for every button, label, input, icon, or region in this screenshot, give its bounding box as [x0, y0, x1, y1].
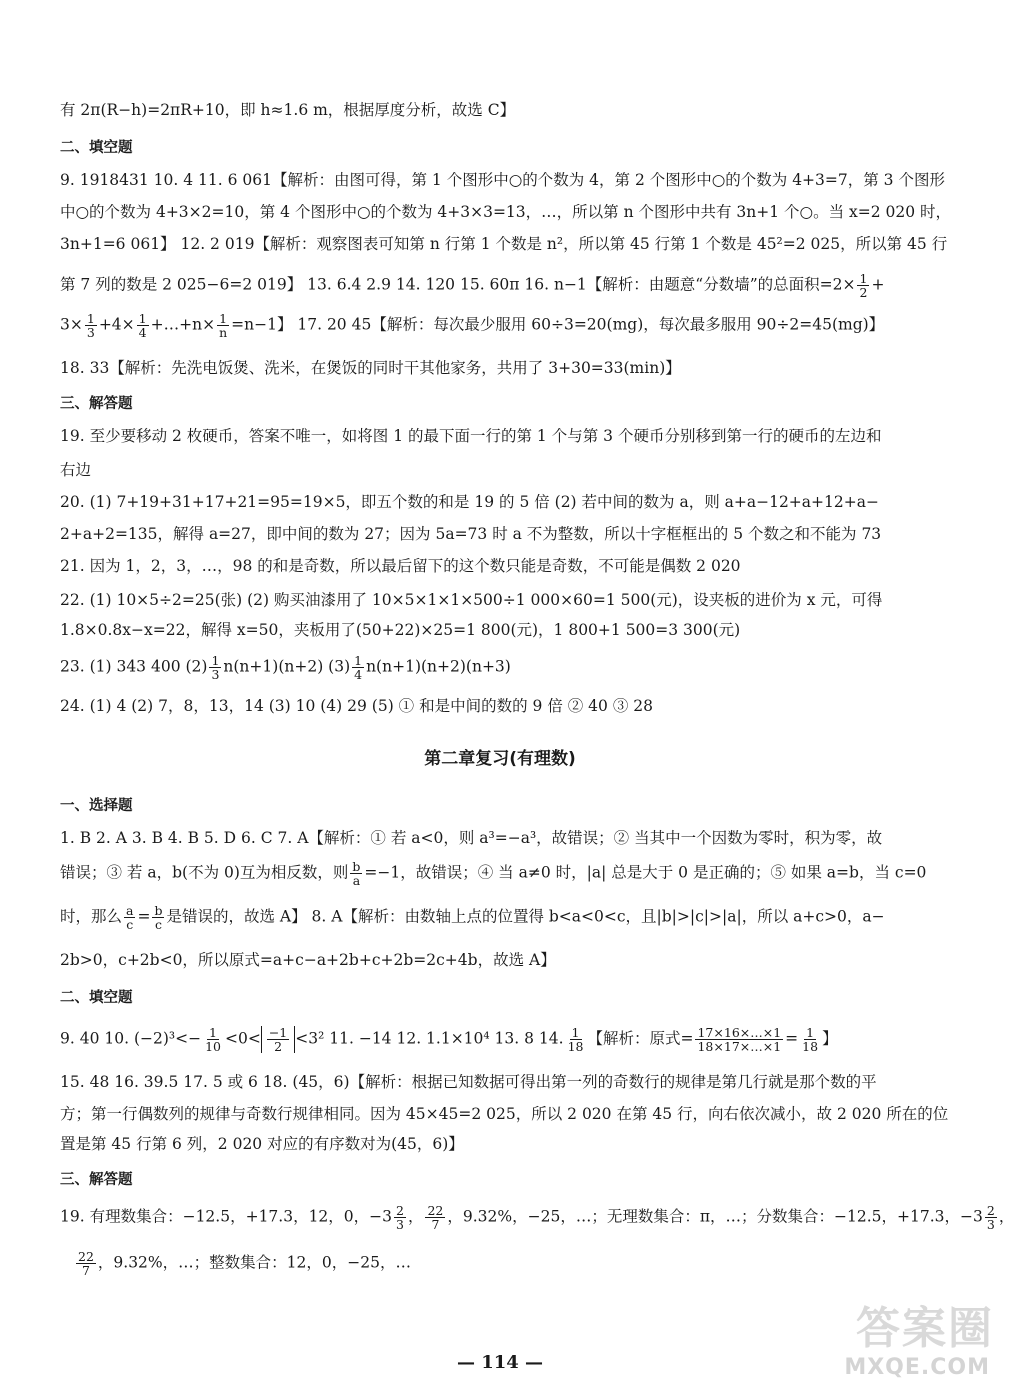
absolute-value: $\frac{-1}{2}$ — [261, 1026, 295, 1053]
text-line: 9. 1918431 10. 4 11. 6 061【解析：由图可得，第 1 个图形中○的个数为 4，第 2 个图形中○的个数为 4+3=7，第 3 个图形 — [60, 171, 945, 189]
text-line — [60, 272, 884, 299]
text-line: 3n+1=6 061】 12. 2 019【解析：观察图表可知第 n 行第 1 个数是 n²，所以第 45 行第 1 个数是 45²=2 025，所以第 45 行 — [60, 235, 948, 253]
fraction: $\frac{1}{4}$ — [138, 311, 147, 340]
text-line: 19. 有理数集合：−12.5，+17.3，12，0，−3 $\frac{2}{3}$ ， $\frac{22}{7}$ ，9.32%，−25，…；无理数集合：π，…；分数集合：−12.5，+17.3，−3 $\frac{2}{3}$ ， — [60, 1203, 1014, 1232]
text-line: 20. (1) 7+19+31+17+21=95=19×5，即五个数的和是 19 的 5 倍 (2) 若中间的数为 a，则 a+a−12+a+12+a− — [60, 493, 879, 511]
fraction: $\frac{2}{3}$ — [396, 1203, 404, 1232]
text-line: 18. 33【解析：先洗电饭煲、洗米，在煲饭的同时干其他家务，共用了 3+30=33(min)】 — [60, 359, 681, 377]
text-line: 3× $\frac{1}{3}$ +4× $\frac{1}{4}$ +…+n× $\frac{1}{n}$ =n−1】 17. 20 45【解析：每次最少服用 60÷3=20(mg)，每次最多服用 90÷2=45(mg)】 — [60, 311, 885, 340]
fraction: $\frac{a}{c}$ — [126, 903, 134, 932]
text-line: 中○的个数为 4+3×2=10，第 4 个图形中○的个数为 4+3×3=13，…，所以第 n 个图形中共有 3n+1 个○。当 x=2 020 时， — [60, 203, 952, 221]
fraction: $\frac{22}{7}$ — [427, 1203, 444, 1232]
section-heading-fill-blank: 二、填空题 — [60, 140, 133, 156]
fraction: $\frac{1}{n}$ — [219, 311, 228, 340]
text-span: + — [871, 275, 885, 294]
watermark-url: MXQE.COM — [844, 1355, 990, 1380]
fraction: $\frac{1}{2}$ — [859, 271, 868, 300]
text-line: 错误；③ 若 a，b(不为 0)互为相反数，则 $\frac{b}{a}$ =−1，故错误；④ 当 a≠0 时，|a| 总是大于 0 是正确的；⑤ 如果 a=b，当 c=0 — [60, 859, 927, 888]
text-line: 9. 40 10. (−2)³<− $\frac{1}{10}$ <0< $\frac{-1}{2}$ <3² 11. −14 12. 1.1×10⁴ 13. 8 14. $\frac{1}{18}$ 【解析：原式= $\frac{17\times 16\times\dots\times 1}{18\times 17\times\dots\times 1}$ = $\frac{1}{18}$ 】 — [60, 1025, 838, 1054]
section-heading-choice: 一、选择题 — [60, 798, 133, 814]
fraction: $\frac{17\times 16\times\dots\times 1}{18\times 17\times\dots\times 1}$ — [697, 1025, 782, 1054]
text-line: 21. 因为 1，2，3，…，98 的和是奇数，所以最后留下的这个数只能是奇数，不可能是偶数 2 020 — [60, 557, 741, 575]
fraction: $\frac{22}{7}$ — [78, 1249, 94, 1278]
section-heading-solve-2: 三、解答题 — [60, 1172, 133, 1188]
fraction: $\frac{1}{18}$ — [802, 1025, 819, 1054]
chapter-title: 第二章复习(有理数) — [424, 749, 576, 769]
text-line: 方；第一行偶数列的规律与奇数行规律相同。因为 45×45=2 025，所以 2 020 在第 45 行，向右依次减小，故 2 020 所在的位 — [60, 1105, 949, 1123]
fraction: $\frac{2}{3}$ — [986, 1203, 995, 1232]
text-line: 19. 至少要移动 2 枚硬币，答案不唯一，如将图 1 的最下面一行的第 1 个与第 3 个硬币分别移到第一行的硬币的左边和 — [60, 427, 882, 445]
fraction: $\frac{1}{18}$ — [567, 1025, 584, 1054]
text-line: 23. (1) 343 400 (2) $\frac{1}{3}$ n(n+1)(n+2) (3) $\frac{1}{4}$ n(n+1)(n+2)(n+3) — [60, 653, 511, 682]
text-line: 右边 — [60, 461, 92, 479]
text-line: 1. B 2. A 3. B 4. B 5. D 6. C 7. A【解析：① 若 a<0，则 a³=−a³，故错误；② 当其中一个因数为零时，积为零，故 — [60, 829, 883, 847]
text-line: 24. (1) 4 (2) 7，8，13，14 (3) 10 (4) 29 (5) ① 和是中间的数的 9 倍 ② 40 ③ 28 — [60, 697, 653, 715]
text-span: 第 7 列的数是 2 025−6=2 019】 13. 6.4 2.9 14. 120 15. 60π 16. n−1【解析：由题意“分数墙”的总面积=2× — [60, 275, 856, 294]
watermark-text: 答案圈 — [856, 1303, 994, 1354]
fraction: $\frac{1}{4}$ — [354, 653, 363, 682]
text-line: 15. 48 16. 39.5 17. 5 或 6 18. (45，6)【解析：根据已知数据可得出第一列的奇数行的规律是第几行就是那个数的平 — [60, 1073, 877, 1091]
watermark-logo — [844, 1292, 994, 1384]
page-number: — 114 — — [456, 1352, 544, 1373]
section-heading-solve: 三、解答题 — [60, 396, 133, 412]
text-line: 有 2π(R−h)=2πR+10，即 h≈1.6 m，根据厚度分析，故选 C】 — [60, 101, 516, 119]
fraction: $\frac{1}{3}$ — [86, 311, 95, 340]
fraction: $\frac{b}{c}$ — [154, 903, 163, 932]
fraction: $\frac{1}{10}$ — [205, 1025, 221, 1054]
fraction: $\frac{1}{3}$ — [211, 653, 220, 682]
text-line: 2b>0，c+2b<0，所以原式=a+c−a+2b+c+2b=2c+4b，故选 A】 — [60, 951, 556, 969]
text-line: 置是第 45 行第 6 列，2 020 对应的有序数对为(45，6)】 — [60, 1135, 464, 1153]
text-line: 1.8×0.8x−x=22，解得 x=50，夹板用了(50+22)×25=1 800(元)，1 800+1 500=3 300(元) — [60, 621, 741, 639]
text-line: 2+a+2=135，解得 a=27，即中间的数为 27；因为 5a=73 时 a 不为整数，所以十字框框出的 5 个数之和不能为 73 — [60, 525, 882, 543]
text-line: 22. (1) 10×5÷2=25(张) (2) 购买油漆用了 10×5×1×1×500÷1 000×60=1 500(元)，设夹板的进价为 x 元，可得 — [60, 591, 883, 609]
fraction: $\frac{b}{a}$ — [352, 859, 361, 888]
section-heading-fill-blank-2: 二、填空题 — [60, 990, 133, 1006]
text-line: $\frac{22}{7}$ ，9.32%，…；整数集合：12，0，−25，… — [78, 1249, 411, 1278]
text-line: 时，那么 $\frac{a}{c}$ = $\frac{b}{c}$ 是错误的，故选 A】 8. A【解析：由数轴上点的位置得 b<a<0<c，且|b|>|c|>|a|，所以 a+c>0，a− — [60, 903, 885, 932]
